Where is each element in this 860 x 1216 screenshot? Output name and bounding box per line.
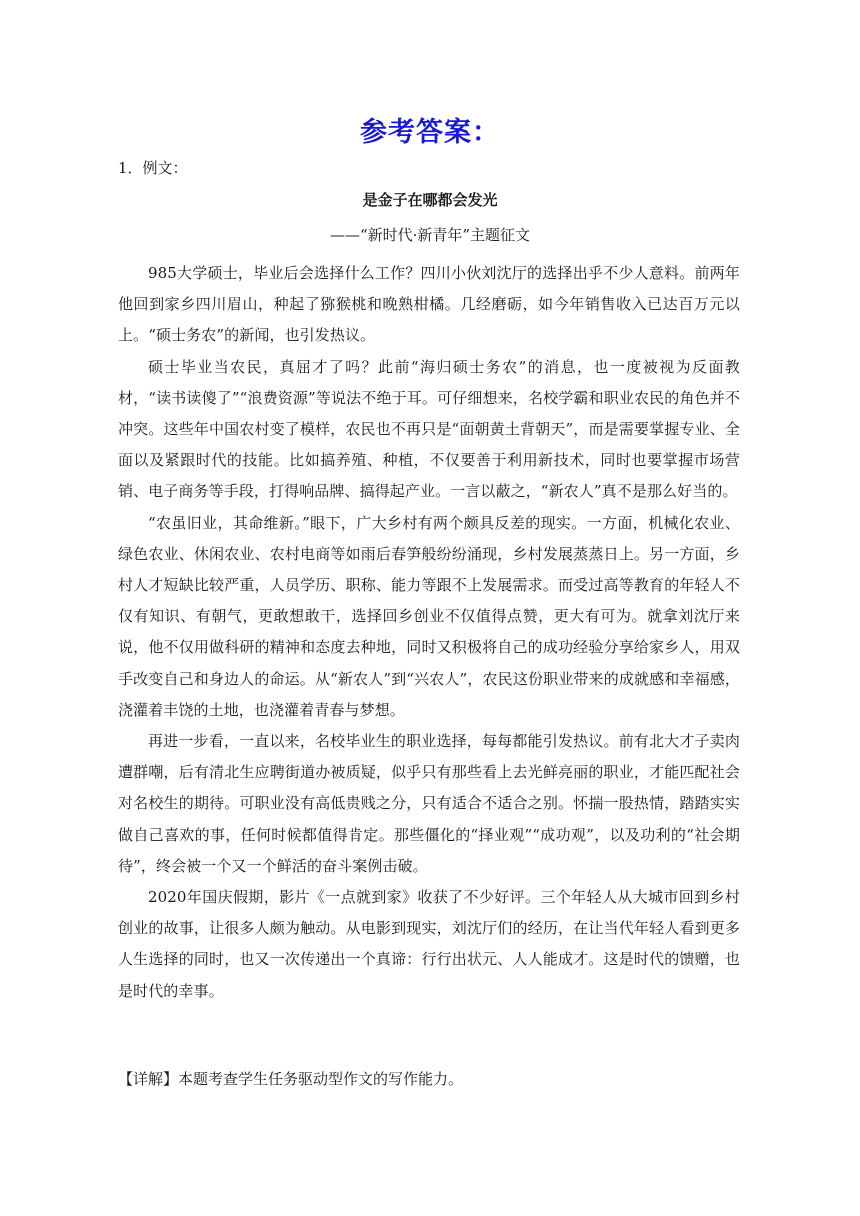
- essay-paragraph: 2020年国庆假期，影片《一点就到家》收获了不少好评。三个年轻人从大城市回到乡村创业的故事，让很多人颇为触动。从电影到现实，刘沈厅们的经历，在让当代年轻人看到更多人生选择的同时，也又一次传递出一个真谛：行行出状元、人人能成才。这是时代的馈赠，也是时代的幸事。: [118, 888, 740, 1000]
- detail-explanation: 【详解】本题考查学生任务驱动型作文的写作能力。: [118, 1070, 464, 1088]
- question-number: 1．例文：: [118, 159, 188, 177]
- essay-paragraph: “农虽旧业，其命维新。”眼下，广大乡村有两个颇具反差的现实。一方面，机械化农业、绿色农业、休闲农业、农村电商等如雨后春笋般纷纷涌现，乡村发展蒸蒸日上。另一方面，乡村人才短缺比较严重，人员学历、职称、能力等跟不上发展需求。而受过高等教育的年轻人不仅有知识、有朝气，更敢想敢干，选择回乡创业不仅值得点赞，更大有可为。就拿刘沈厅来说，他不仅用做科研的精神和态度去种地，同时又积极将自己的成功经验分享给家乡人，用双手改变自己和身边人的命运。从“新农人”到“兴农人”，农民这份职业带来的成就感和幸福感，浇灌着丰饶的土地，也浇灌着青春与梦想。: [118, 513, 740, 719]
- essay-body: [118, 258, 740, 1007]
- essay-subtitle: ——“新时代·新青年”主题征文: [329, 226, 531, 244]
- essay-paragraph: 985大学硕士，毕业后会选择什么工作？四川小伙刘沈厅的选择出乎不少人意料。前两年他回到家乡四川眉山，种起了猕猴桃和晚熟柑橘。几经磨砺，如今年销售收入已达百万元以上。“硕士务农”的新闻，也引发热议。: [118, 264, 740, 345]
- essay-paragraph: 再进一步看，一直以来，名校毕业生的职业选择，每每都能引发热议。前有北大才子卖肉遭群嘲，后有清北生应聘街道办被质疑，似乎只有那些看上去光鲜亮丽的职业，才能匹配社会对名校生的期待。可职业没有高低贵贱之分，只有适合不适合之别。怀揣一股热情，踏踏实实做自己喜欢的事，任何时候都值得肯定。那些僵化的“择业观”“成功观”，以及功利的“社会期待”，终会被一个又一个鲜活的奋斗案例击破。: [118, 732, 740, 875]
- essay-paragraph: 硕士毕业当农民，真屈才了吗？此前“海归硕士务农”的消息，也一度被视为反面教材，“读书读傻了”“浪费资源”等说法不绝于耳。可仔细想来，名校学霸和职业农民的角色并不冲突。这些年中国农村变了模样，农民也不再只是“面朝黄土背朝天”，而是需要掌握专业、全面以及紧跟时代的技能。比如搞养殖、种植，不仅要善于利用新技术，同时也要掌握市场营销、电子商务等手段，打得响品牌、搞得起产业。一言以蔽之，“新农人”真不是那么好当的。: [118, 357, 740, 501]
- answer-heading: 参考答案：: [360, 117, 500, 148]
- essay-title: 是金子在哪都会发光: [362, 191, 498, 209]
